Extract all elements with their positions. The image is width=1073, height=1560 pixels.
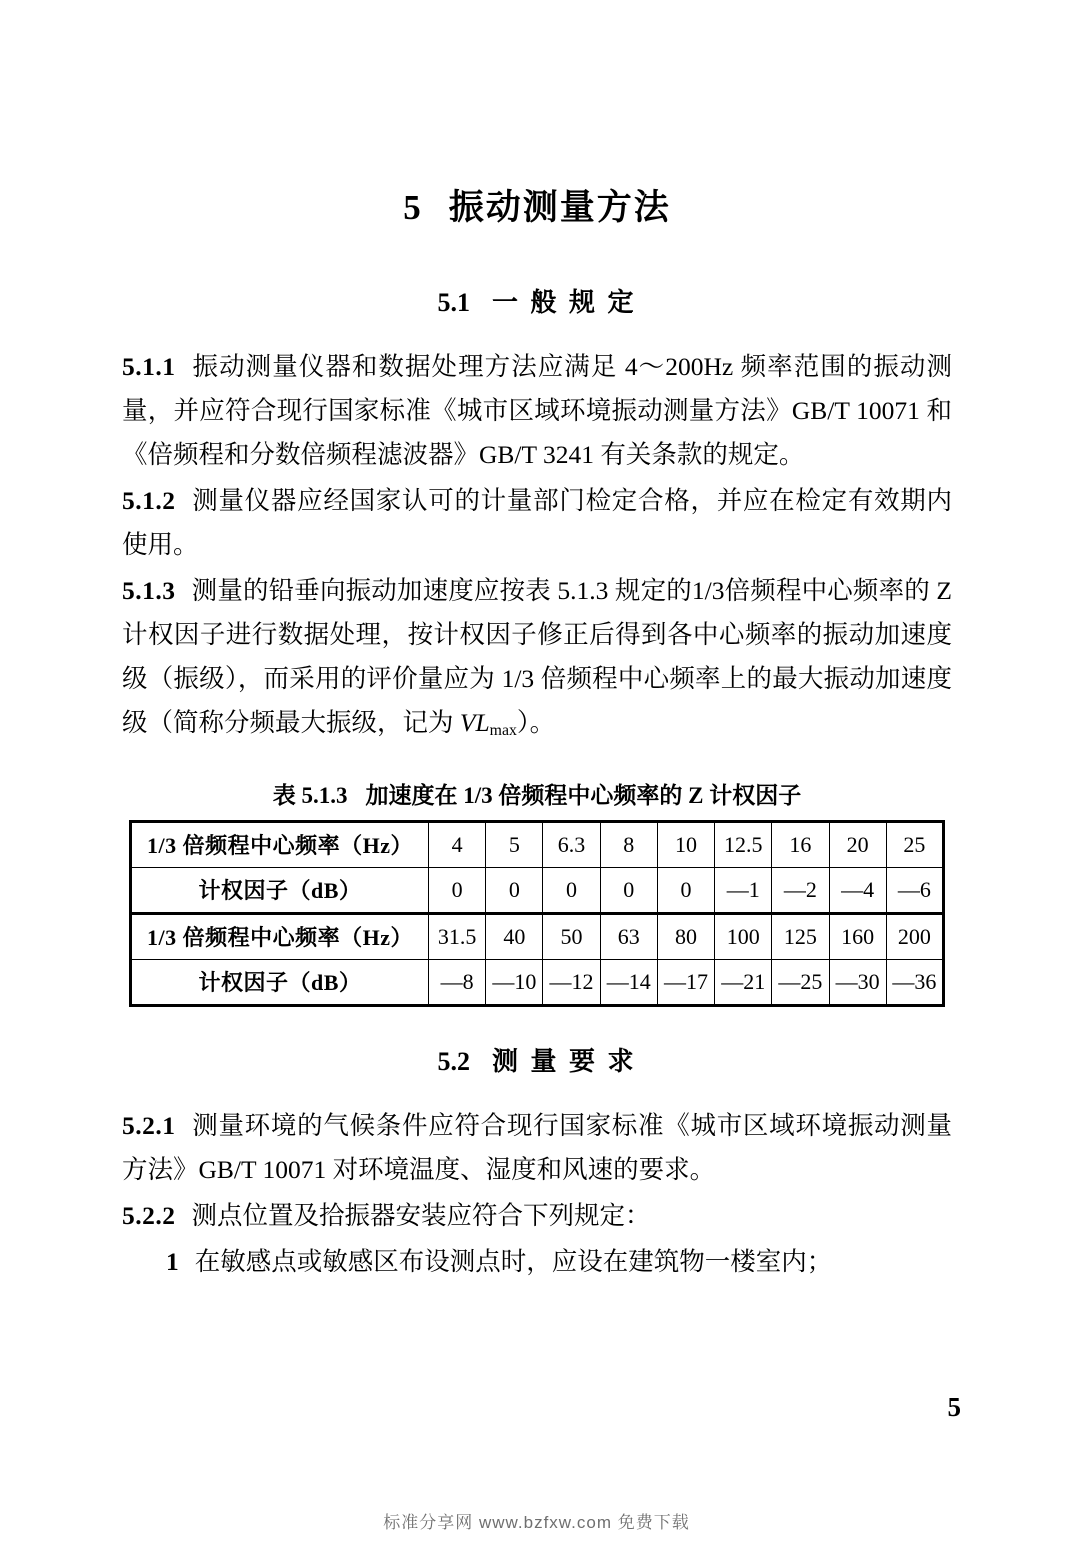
cell-freq-1-8: 25 [886,821,943,867]
cell-weight-1-1: 0 [486,867,543,913]
table-row [131,959,944,1005]
cell-weight-2-7: —30 [829,959,886,1005]
clause-5-1-1 [122,345,952,477]
clause-text-5-2-1: 测量环境的气候条件应符合现行国家标准《城市区域环境振动测量方法》GB/T 10071 对环境温度、湿度和风速的要求。 [122,1110,952,1184]
clause-number-5-2-1: 5.2.1 [122,1110,176,1140]
section-heading-5-1 [122,282,952,319]
section-heading-5-2 [122,1041,952,1078]
section-number-5-2: 5.2 [437,1046,470,1076]
table-caption-number: 表 5.1.3 [272,782,348,808]
cell-freq-1-7: 20 [829,821,886,867]
cell-weight-1-3: 0 [600,867,657,913]
sub-item-text: 在敏感点或敏感区布设测点时，应设在建筑物一楼室内； [194,1246,833,1276]
cell-freq-1-0: 4 [429,821,486,867]
cell-freq-1-3: 8 [600,821,657,867]
cell-freq-2-5: 100 [715,913,772,959]
table-row [131,867,944,913]
clause-text-5-2-2: 测点位置及拾振器安装应符合下列规定： [191,1200,651,1230]
row-header-frequency-2: 1/3 倍频程中心频率（Hz） [131,913,429,959]
cell-freq-1-1: 5 [486,821,543,867]
clause-5-1-2 [122,479,952,567]
cell-weight-2-8: —36 [886,959,943,1005]
row-header-frequency-1: 1/3 倍频程中心频率（Hz） [131,821,429,867]
clause-number-5-1-1: 5.1.1 [122,352,176,381]
section-title-5-1: 一 般 规 定 [491,288,637,317]
chapter-number: 5 [403,188,423,227]
table-row [131,913,944,959]
row-header-weight-2: 计权因子（dB） [131,959,429,1005]
cell-weight-1-0: 0 [429,867,486,913]
symbol-vlmax-sub: max [489,721,517,739]
cell-weight-2-6: —25 [772,959,829,1005]
table-row [131,821,944,867]
clause-text-5-1-3-part2: ）。 [516,708,556,737]
cell-weight-1-4: 0 [657,867,714,913]
cell-weight-1-2: 0 [543,867,600,913]
clause-number-5-1-3: 5.1.3 [122,576,176,605]
cell-weight-2-5: —21 [715,959,772,1005]
cell-freq-2-0: 31.5 [429,913,486,959]
cell-freq-2-1: 40 [486,913,543,959]
clause-5-2-2 [122,1194,952,1238]
section-number-5-1: 5.1 [437,288,470,317]
clause-5-2-1 [122,1104,952,1192]
cell-weight-1-8: —6 [886,867,943,913]
page-content [122,180,952,1284]
clause-text-5-1-2: 测量仪器应经国家认可的计量部门检定合格，并应在检定有效期内使用。 [122,486,952,559]
cell-freq-2-3: 63 [600,913,657,959]
cell-freq-2-2: 50 [543,913,600,959]
clause-5-2-2-item-1 [122,1240,952,1284]
clause-text-5-1-3-part1: 测量的铅垂向振动加速度应按表 5.1.3 规定的1/3倍频程中心频率的 Z 计权因子进行数据处理，按计权因子修正后得到各中心频率的振动加速度级（振级），而采用的评价量应为 1/3 倍频程中心频率上的最大振动加速度级（简称分频最大振级，记为 [122,576,952,737]
chapter-title-text: 振动测量方法 [448,188,671,227]
table-caption [122,777,952,810]
symbol-vlmax [460,708,517,737]
symbol-vlmax-base: VL [459,708,490,737]
sub-item-number: 1 [166,1246,179,1276]
z-weighting-table [129,820,945,1007]
cell-weight-2-3: —14 [600,959,657,1005]
row-header-weight-1: 计权因子（dB） [131,867,429,913]
page-number: 5 [947,1392,961,1422]
cell-freq-2-8: 200 [886,913,943,959]
cell-freq-1-6: 16 [772,821,829,867]
cell-weight-2-4: —17 [657,959,714,1005]
cell-weight-2-1: —10 [486,959,543,1005]
cell-freq-1-5: 12.5 [715,821,772,867]
cell-freq-2-7: 160 [829,913,886,959]
cell-weight-1-6: —2 [772,867,829,913]
clause-5-1-3 [122,569,952,753]
footer-watermark: 标准分享网 www.bzfxw.com 免费下载 [383,1513,690,1532]
cell-weight-1-5: —1 [715,867,772,913]
cell-freq-2-6: 125 [772,913,829,959]
cell-weight-1-7: —4 [829,867,886,913]
cell-freq-2-4: 80 [657,913,714,959]
table-caption-title: 加速度在 1/3 倍频程中心频率的 Z 计权因子 [365,782,802,808]
cell-freq-1-2: 6.3 [543,821,600,867]
cell-weight-2-2: —12 [543,959,600,1005]
chapter-heading [122,180,952,230]
clause-text-5-1-1: 振动测量仪器和数据处理方法应满足 4～200Hz 频率范围的振动测量，并应符合现行国家标准《城市区域环境振动测量方法》GB/T 10071 和《倍频程和分数倍频程滤波器》GB/T 3241 有关条款的规定。 [122,352,952,469]
section-title-5-2: 测 量 要 求 [491,1046,637,1076]
cell-weight-2-0: —8 [429,959,486,1005]
cell-freq-1-4: 10 [657,821,714,867]
clause-number-5-1-2: 5.1.2 [122,486,176,515]
clause-number-5-2-2: 5.2.2 [122,1200,176,1230]
